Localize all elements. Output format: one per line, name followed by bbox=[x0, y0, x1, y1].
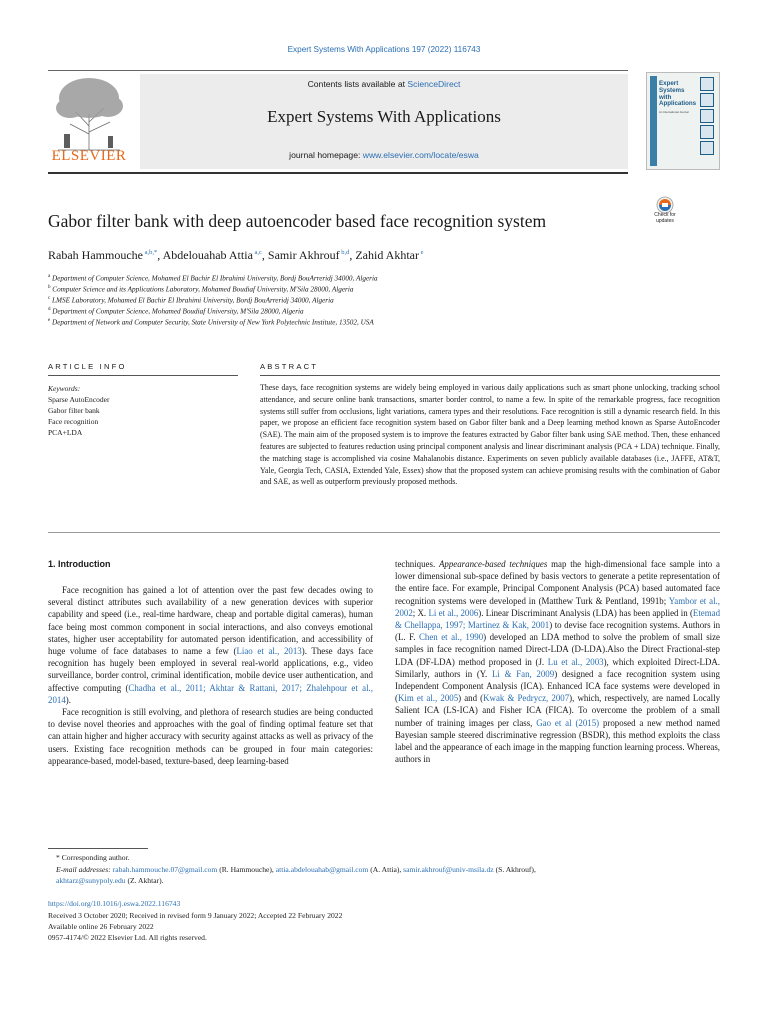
sciencedirect-link[interactable]: ScienceDirect bbox=[407, 79, 461, 89]
author-affiliation-marker[interactable]: a,c bbox=[254, 249, 262, 256]
issn-copyright: 0957-4174/© 2022 Elsevier Ltd. All rights reserved. bbox=[48, 933, 207, 942]
check-for-updates-label: Check for updates bbox=[654, 212, 676, 224]
email-addresses: E-mail addresses: rabah.hammouche.07@gmail.com (R. Hammouche), attia.abdelouahab@gmail.com (A. Attia), samir.akhrouf@univ-msila.dz (S. Akhrouf), akhtarz@sunypoly.edu (Z. Akhtar). bbox=[56, 865, 536, 885]
journal-title: Expert Systems With Applications bbox=[267, 107, 501, 126]
homepage-link[interactable]: www.elsevier.com/locate/eswa bbox=[362, 150, 479, 160]
author-affiliation-marker[interactable]: b,d bbox=[341, 249, 350, 256]
body-paragraph: Face recognition is still evolving, and plethora of research studies are being conducted to devise novel theories and approaches with the goal of finding optimal feature set that can attain higher and higher accuracy with security against attacks as well as privacy of the users. Existing face recognition methods can be grouped in four main categories: appearance-based, model-based, texture-based, deep learning-based bbox=[48, 707, 373, 766]
homepage-prefix: journal homepage: bbox=[289, 150, 363, 160]
author-affiliation-marker[interactable]: a,b,* bbox=[144, 249, 158, 256]
abstract-heading: ABSTRACT bbox=[260, 362, 319, 371]
journal-cover-thumbnail[interactable] bbox=[646, 72, 720, 170]
affiliation-item: $^d$ Department of Computer Science, Mohamed Boudiaf University, M'Sila 28000, Algeria bbox=[48, 307, 304, 316]
author-name[interactable]: Samir Akhrouf bbox=[267, 248, 340, 262]
article-info-heading: ARTICLE INFO bbox=[48, 362, 127, 371]
reference-link[interactable]: Liao et al., 2013 bbox=[236, 646, 302, 657]
author-name[interactable]: Rabah Hammouche bbox=[48, 248, 143, 262]
email-label: E-mail addresses: bbox=[56, 865, 113, 874]
reference-link[interactable]: Gao et al (2015) bbox=[536, 717, 600, 728]
article-title: Gabor filter bank with deep autoencoder based face recognition system bbox=[48, 211, 547, 231]
cover-tile-icon bbox=[700, 77, 714, 91]
section-heading-introduction: 1. Introduction bbox=[48, 559, 111, 569]
reference-link[interactable]: Kim et al., 2005 bbox=[397, 693, 459, 704]
cover-icon-column bbox=[698, 76, 716, 157]
footnote-rule bbox=[48, 848, 148, 849]
email-link[interactable]: attia.abdelouahab@gmail.com bbox=[275, 865, 369, 874]
reference-link[interactable]: Chen et al., 1990 bbox=[418, 632, 484, 643]
cover-color-bar bbox=[650, 76, 657, 166]
elsevier-wordmark: ELSEVIER bbox=[51, 148, 127, 164]
email-link[interactable]: akhtarz@sunypoly.edu bbox=[56, 876, 126, 885]
keyword-item: Gabor filter bank bbox=[48, 406, 100, 415]
received-dates: Received 3 October 2020; Received in revised form 9 January 2022; Accepted 22 February 2022 bbox=[48, 911, 343, 920]
abstract-rule bbox=[260, 375, 720, 376]
journal-citation[interactable]: Expert Systems With Applications 197 (2022) 116743 bbox=[287, 45, 481, 54]
journal-homepage bbox=[140, 150, 628, 160]
reference-link[interactable]: Li & Fan, 2009 bbox=[491, 668, 555, 679]
cover-tile-icon bbox=[700, 109, 714, 123]
affiliation-item: $^e$ Department of Network and Computer Security, State University of New York Polytechnic Institute, 13502, USA bbox=[48, 318, 374, 327]
cover-tile-icon bbox=[700, 93, 714, 107]
reference-link[interactable]: Etemad & Chellappa, 1997; Martinez & Kak, 2001 bbox=[395, 607, 721, 631]
affiliation-item: $^c$ LMSE Laboratory, Mohamed El Bachir El Ibrahimi University, Bordj BouArreridj 34000, Algeria bbox=[48, 296, 334, 305]
author-name[interactable]: Zahid Akhtar bbox=[355, 248, 419, 262]
reference-link[interactable]: Yambor et al., 2002 bbox=[395, 595, 720, 618]
article-info-rule bbox=[48, 375, 238, 376]
keyword-item: Face recognition bbox=[48, 417, 99, 426]
body-paragraph: Face recognition has gained a lot of attention over the past few decades owing to several distinct attributes such availability of a new generation devices with superior capability and speed (i.e., real-time hardware, cheap and portable digital cameras), human face being most common component in social interactions, and also conveys emotional states, higher user acceptability for automated person identification, and accessibility of huge volume of face databases to name a few (Liao et al., 2013). These days face recognition has hugely been employed in several real-world applications, e.g., video surveillance, border control, criminal identification, mobile device user authentication, and affective computing (Chadha et al., 2011; Akhtar & Rattani, 2017; Zhalehpour et al., 2014). bbox=[48, 585, 374, 705]
author-name[interactable]: Abdelouahab Attia bbox=[162, 248, 253, 262]
header-bottom-rule bbox=[48, 172, 628, 174]
reference-link[interactable]: Chadha et al., 2011; Akhtar & Rattani, 2017; Zhalehpour et al., 2014 bbox=[48, 682, 373, 705]
header-top-rule bbox=[48, 70, 628, 71]
cover-subtitle: An International Journal bbox=[659, 110, 689, 114]
contents-prefix: Contents lists available at bbox=[307, 79, 408, 89]
contents-line bbox=[140, 79, 628, 89]
cover-title: Expert Systems with Applications bbox=[659, 80, 697, 108]
author-list: Rabah Hammouche $^{a,b,*}$, Abdelouahab Attia $^{a,c}$, Samir Akhrouf $^{b,d}$, Zahid Akhtar $^e$ bbox=[48, 248, 424, 262]
email-link[interactable]: samir.akhrouf@univ-msila.dz bbox=[403, 865, 494, 874]
body-column-right bbox=[395, 558, 720, 765]
cover-tile-icon bbox=[700, 141, 714, 155]
body-paragraph: techniques. Appearance-based techniques map the high-dimensional face sample into a lower dimensional sub-space defined by basis vectors to generate a petite representation of the entire face. For example, Principal Component Analysis (PCA) based automated face recognition systems were developed in (Matthew Turk & Pentland, 1991b; Yambor et al., 2002; X. Li et al., 2006). Linear Discriminant Analysis (LDA) has been applied in (Etemad & Chellappa, 1997; Martinez & Kak, 2001) to devise face recognition systems. Authors in (L. F. Chen et al., 1990) developed an LDA method to solve the problem of small size samples in face recognition named Direct-LDA (D-LDA).Also the Direct Fractional-step LDA (DF-LDA) method proposed in (J. Lu et al., 2003), which exploited Direct-LDA. Similarly, authors in (Y. Li & Fan, 2009) designed a face recognition system using Independent Component Analysis (ICA). Enhanced ICA face systems were developed in (Kim et al., 2005) and (Kwak & Pedrycz, 2007), which, respectively, are named Locally Salient ICA (LS-ICA) and Fisher ICA (FICA). To overcome the problem of a small number of training images per class, Gao et al (2015) proposed a new method named Bayesian sample steered discriminative regression (BSDR), this method exploits the class label and the appearance of each image in the mapping function learning process. Whereas, authors in bbox=[395, 559, 721, 765]
reference-link[interactable]: Lu et al., 2003 bbox=[547, 656, 604, 667]
email-link[interactable]: rabah.hammouche.07@gmail.com bbox=[112, 865, 218, 874]
online-date: Available online 26 February 2022 bbox=[48, 922, 154, 931]
abstract-bottom-rule bbox=[48, 532, 720, 533]
reference-link[interactable]: Kwak & Pedrycz, 2007 bbox=[483, 693, 570, 704]
cover-tile-icon bbox=[700, 125, 714, 139]
reference-link[interactable]: Li et al., 2006 bbox=[428, 607, 479, 618]
affiliation-item: $^a$ Department of Computer Science, Mohamed El Bachir El Ibrahimi University, Bordj BouArreridj 34000, Algeria bbox=[48, 274, 378, 283]
keywords-label: Keywords: bbox=[48, 384, 81, 393]
keyword-item: Sparse AutoEncoder bbox=[48, 395, 110, 404]
affiliation-item: $^b$ Computer Science and its Applications Laboratory, Mohamed Boudiaf University, M'Sila 28000, Algeria bbox=[48, 285, 354, 294]
body-column-left bbox=[48, 584, 373, 767]
abstract-text: These days, face recognition systems are widely being employed in various daily applications such as smart phone unlocking, tracking school attendance, and secure online bank transactions, smarter border control, to name a few. In spite of the remarkable progress, face recognition systems still suffer from occlusions, light variations, camera types and their resolutions. Face recognition is still a dynamic research field. In this paper, we propose an efficient face recognition system based on Gabor filter bank and a Deep learning method known as Sparse AutoEncoder (SAE). The main aim of the proposed system is to improve the features extracted by Gabor filter bank using SAE method. Then, these enhanced features are subjected to features reduction using principal component analysis and linear discriminant analysis (PCA + LDA) technique. Finally, the matching stage is accomplished via cosine Mahalanobis distance. Experiments on seven publicly available databases (i.e., JAFFE, AT&T, Yale, Georgia Tech, CASIA, Extended Yale, Essex) show that the proposed system can achieve promising results with the combination of Gabor and SAE, as well as outperform previously proposed methods. bbox=[260, 383, 720, 487]
author-affiliation-marker[interactable]: e bbox=[420, 249, 424, 256]
doi-link[interactable]: https://doi.org/10.1016/j.eswa.2022.116743 bbox=[48, 899, 181, 908]
keyword-item: PCA+LDA bbox=[48, 428, 83, 437]
corresponding-author-note: * Corresponding author. bbox=[56, 853, 130, 862]
